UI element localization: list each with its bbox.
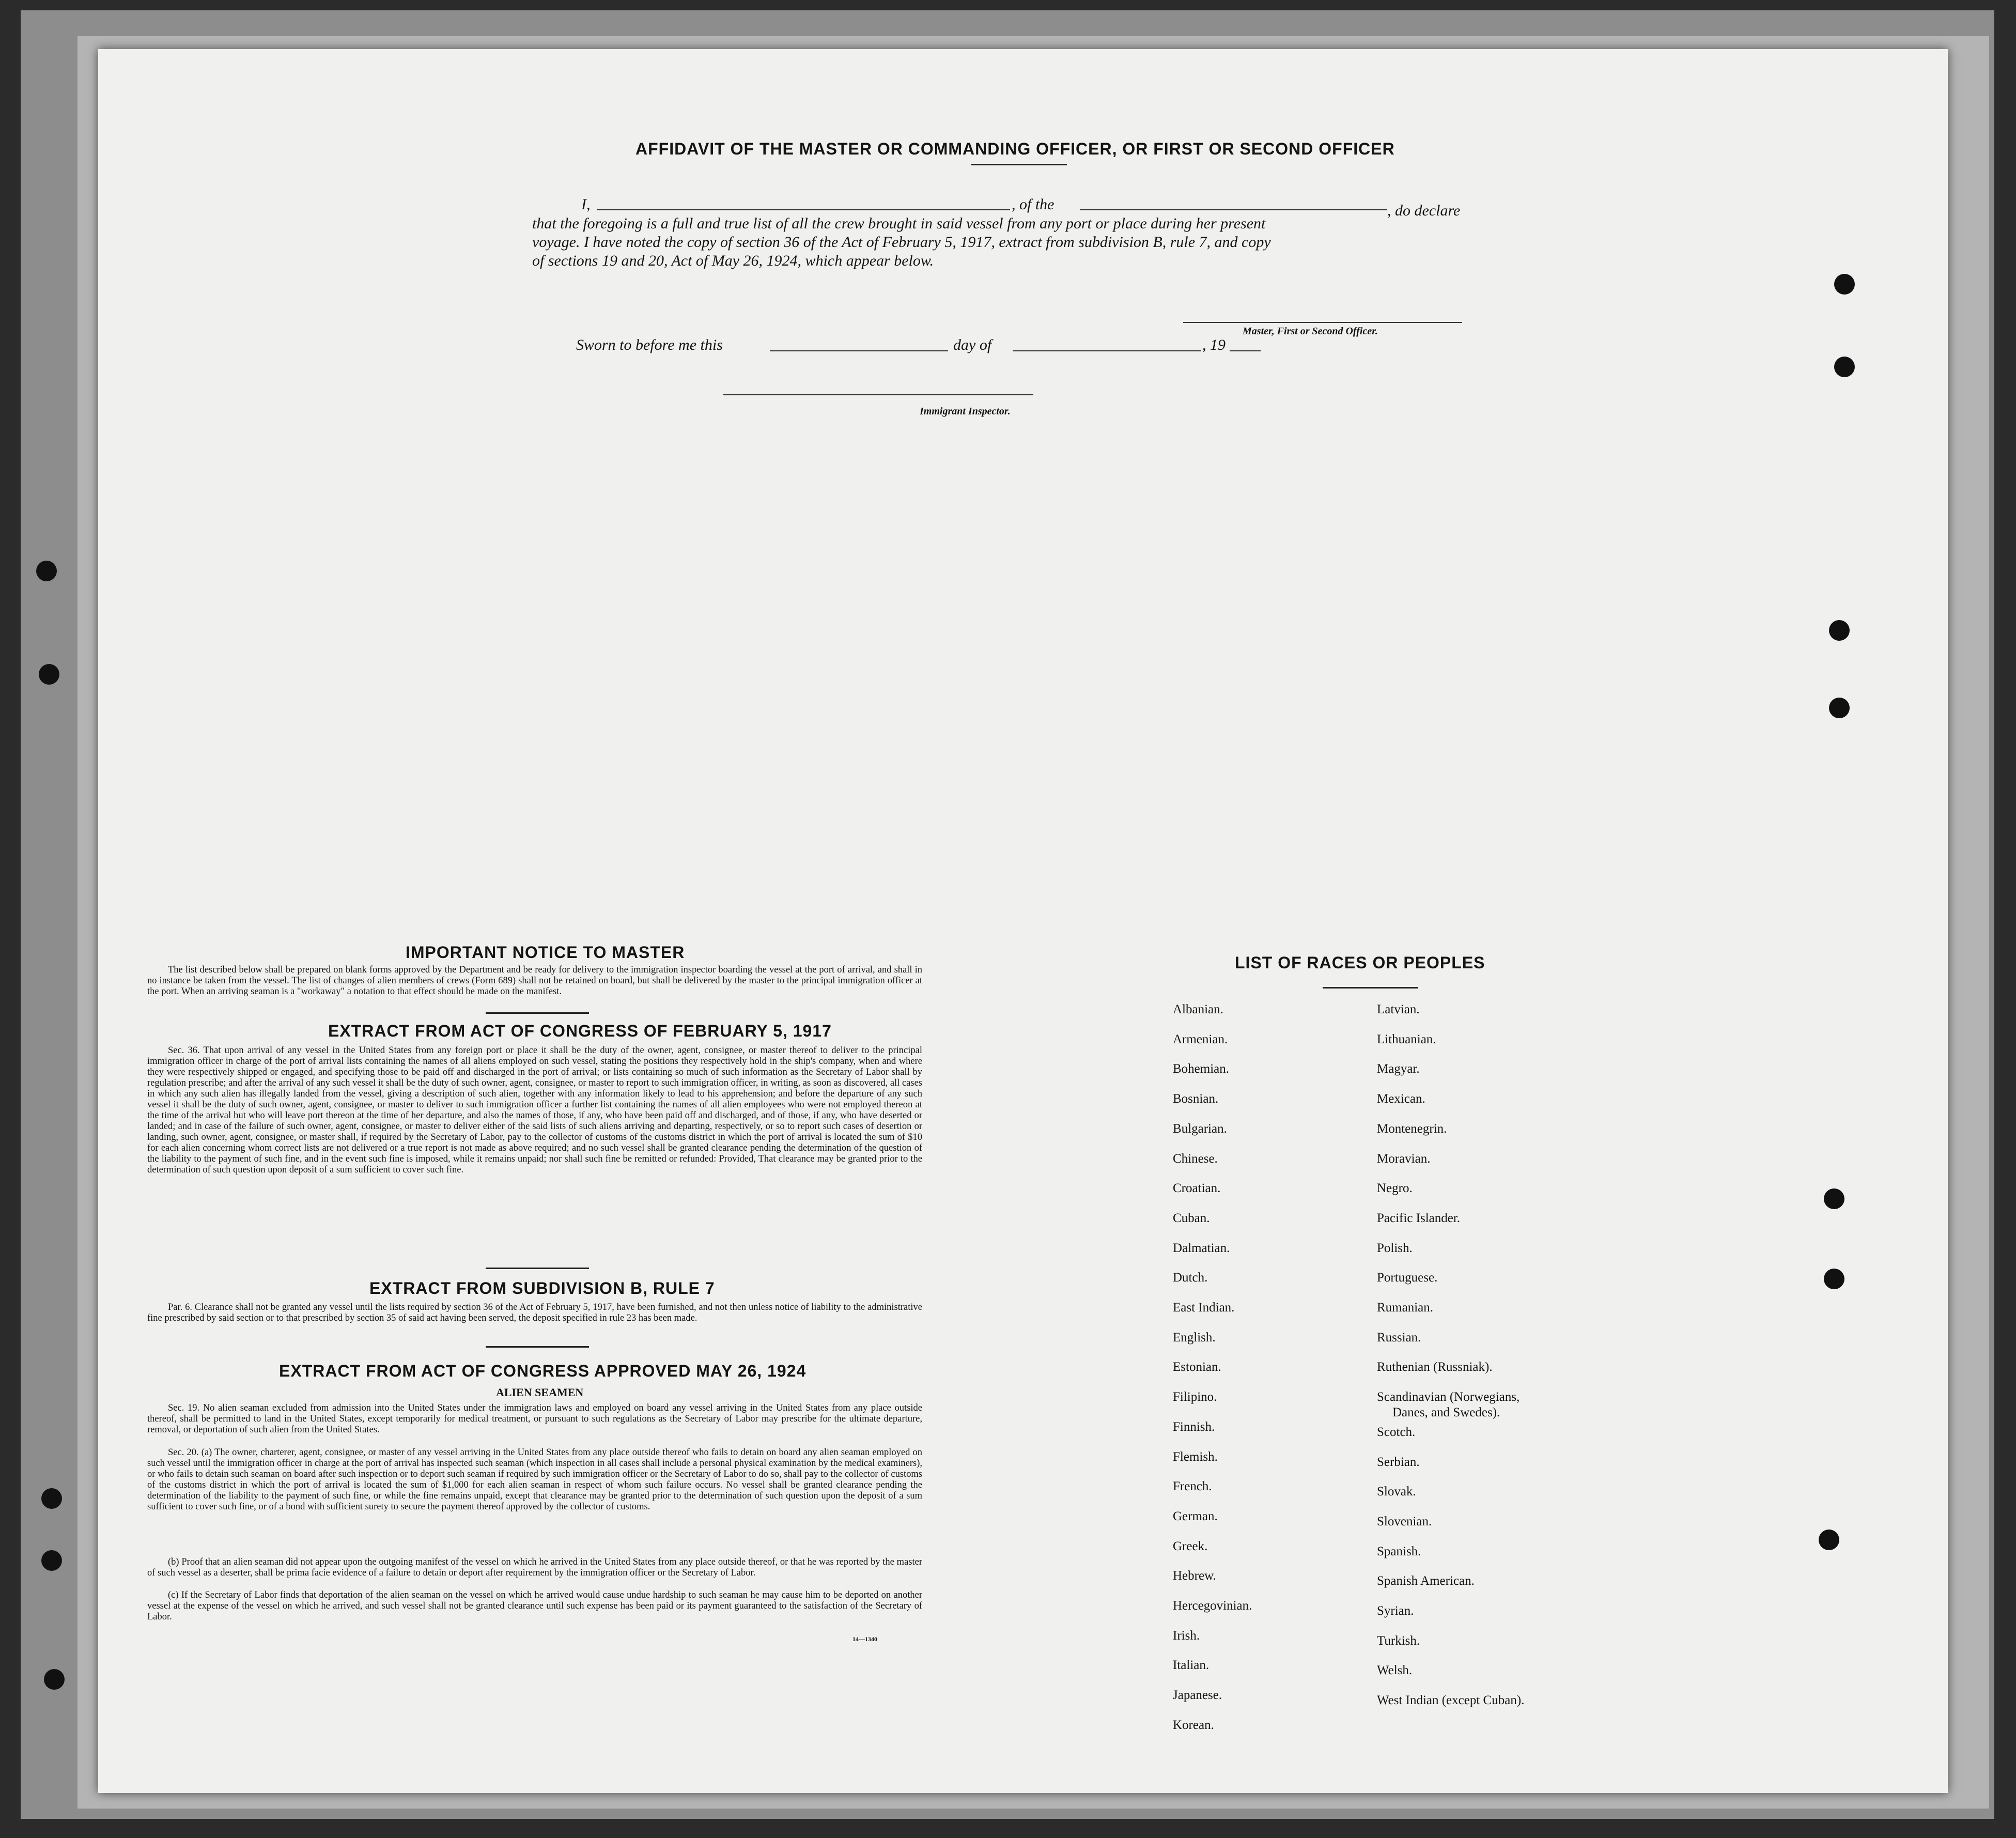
races-underline [1323, 987, 1418, 988]
vessel-blank[interactable] [1080, 209, 1387, 210]
race-item: Russian. [1377, 1330, 1421, 1345]
race-item: Finnish. [1173, 1419, 1215, 1434]
of-the-label: , of the [1012, 196, 1054, 213]
race-item: Bohemian. [1173, 1062, 1230, 1076]
race-item: Polish. [1377, 1241, 1413, 1255]
race-item: Flemish. [1173, 1449, 1218, 1464]
rule7-title: EXTRACT FROM SUBDIVISION B, RULE 7 [369, 1279, 715, 1298]
race-item: Dalmatian. [1173, 1241, 1230, 1255]
race-item: Bulgarian. [1173, 1121, 1227, 1136]
race-item: Mexican. [1377, 1092, 1425, 1106]
inspector-signature-blank[interactable] [723, 394, 1033, 395]
master-label: Master, First or Second Officer. [1243, 326, 1378, 337]
race-item: Danes, and Swedes). [1392, 1405, 1500, 1420]
binder-hole [41, 1488, 62, 1509]
affidavit-line-4: of sections 19 and 20, Act of May 26, 1924, which appear below. [532, 252, 934, 269]
affidavit-underline [971, 164, 1067, 165]
notice-underline [486, 1012, 589, 1014]
race-item: Hercegovinian. [1173, 1599, 1252, 1613]
race-item: Moravian. [1377, 1151, 1431, 1166]
inspector-label: Immigrant Inspector. [920, 406, 1011, 417]
race-item: Ruthenian (Russniak). [1377, 1360, 1493, 1374]
race-item: Filipino. [1173, 1390, 1217, 1404]
affidavit-line-3: voyage. I have noted the copy of section 36 of the Act of February 5, 1917, extract from subdivision B, rule 7, and copy [532, 234, 1271, 251]
race-item: Pacific Islander. [1377, 1211, 1461, 1225]
sworn-day-blank[interactable] [770, 350, 948, 351]
race-item: Scotch. [1377, 1425, 1416, 1439]
race-item: Greek. [1173, 1539, 1208, 1553]
binder-hole [36, 561, 57, 581]
binder-hole [1819, 1530, 1839, 1550]
race-item: Estonian. [1173, 1360, 1221, 1374]
sworn-year-blank[interactable] [1230, 350, 1261, 351]
races-title: LIST OF RACES OR PEOPLES [1235, 953, 1485, 972]
day-of-label: day of [953, 336, 992, 353]
race-item: Montenegrin. [1377, 1121, 1447, 1136]
affidavit-line-2: that the foregoing is a full and true list of all the crew brought in said vessel from any port or place during her present [532, 215, 1266, 232]
binder-hole [1834, 357, 1855, 377]
race-item: Magyar. [1377, 1062, 1420, 1076]
race-item: Japanese. [1173, 1688, 1222, 1703]
race-item: Spanish. [1377, 1544, 1421, 1558]
race-item: Bosnian. [1173, 1092, 1219, 1106]
notice-body: The list described below shall be prepared on blank forms approved by the Department and be ready for delivery to the immigration inspector boarding the vessel at the port of arrival, and shall in no instance be taken from the vessel. The list of changes of alien members of crews (Form 689) shall not be retained on board, but shall be delivered by the master to the principal immigration officer at the port. When an arriving seaman is a "workaway" a notation to that effect should be made on the manifest. [147, 965, 922, 997]
race-item: English. [1173, 1330, 1216, 1345]
race-item: Portuguese. [1377, 1271, 1438, 1285]
binder-hole [44, 1669, 65, 1690]
extract-1924-title: EXTRACT FROM ACT OF CONGRESS APPROVED MAY 26, 1924 [279, 1362, 807, 1380]
race-item: Slovenian. [1377, 1514, 1432, 1528]
name-blank[interactable] [597, 209, 1010, 210]
notice-title: IMPORTANT NOTICE TO MASTER [406, 943, 685, 962]
form-number: 14—1340 [852, 1635, 877, 1643]
race-item: Welsh. [1377, 1663, 1413, 1678]
master-signature-blank[interactable] [1183, 322, 1462, 323]
manifest-page [98, 49, 1948, 1793]
extract-1917-title: EXTRACT FROM ACT OF CONGRESS OF FEBRUARY 5, 1917 [328, 1022, 832, 1040]
race-item: Slovak. [1377, 1485, 1416, 1499]
race-item: Cuban. [1173, 1211, 1210, 1225]
race-item: Scandinavian (Norwegians, [1377, 1390, 1520, 1404]
affidavit-title: AFFIDAVIT OF THE MASTER OR COMMANDING OFFICER, OR FIRST OR SECOND OFFICER [635, 140, 1395, 158]
binder-hole [1824, 1269, 1844, 1289]
race-item: Korean. [1173, 1718, 1214, 1732]
race-item: Syrian. [1377, 1604, 1414, 1618]
race-item: Turkish. [1377, 1633, 1420, 1648]
race-item: Dutch. [1173, 1271, 1208, 1285]
race-item: Armenian. [1173, 1032, 1228, 1046]
race-item: Albanian. [1173, 1002, 1223, 1016]
race-item: Hebrew. [1173, 1569, 1216, 1583]
race-item: Latvian. [1377, 1002, 1420, 1016]
sec19-body: Sec. 19. No alien seaman excluded from admission into the United States under the immigration laws and employed on board any vessel arriving in the United States from any place outside thereof, shall be permitted to land in the United States, except temporarily for medical treatment, or pursuant to such regulations as the Secretary of Labor may prescribe for the ultimate departure, removal, or deportation of such alien from the United States. [147, 1403, 922, 1435]
binder-hole [1829, 620, 1850, 641]
race-item: Chinese. [1173, 1151, 1218, 1166]
sworn-month-blank[interactable] [1013, 350, 1201, 351]
race-item: Serbian. [1377, 1455, 1420, 1469]
race-item: Negro. [1377, 1181, 1413, 1196]
binder-hole [41, 1550, 62, 1571]
race-item: Italian. [1173, 1658, 1209, 1673]
binder-hole [1829, 698, 1850, 718]
year-label: , 19 [1202, 336, 1226, 353]
rule7-body: Par. 6. Clearance shall not be granted any vessel until the lists required by section 36 of the Act of February 5, 1917, have been furnished, and not then unless notice of liability to the administrative fine prescribed by said section or to that prescribed by section 35 of said act having been served, the deposit specified in rule 23 has been made. [147, 1302, 922, 1323]
race-item: French. [1173, 1479, 1212, 1494]
binder-hole [1824, 1188, 1844, 1209]
sec20b-body: (b) Proof that an alien seaman did not appear upon the outgoing manifest of the vessel on which he arrived in the United States from any place outside thereof, or that he was reported by the master of such vessel as a deserter, shall be prima facie evidence of a failure to detain or deport after requirement by the immigration officer or the Secretary of Labor. [147, 1557, 922, 1578]
race-item: Croatian. [1173, 1181, 1221, 1196]
sec20c-body: (c) If the Secretary of Labor finds that deportation of the alien seaman on the vessel on which he arrived would cause undue hardship to such seaman he may cause him to be deported on another vessel at the expense of the vessel on which he arrived, and such vessel shall not be granted clearance until such expense has been paid or its payment guaranteed to the satisfaction of the Secretary of Labor. [147, 1590, 922, 1622]
race-item: Lithuanian. [1377, 1032, 1436, 1046]
rule7-underline [486, 1346, 589, 1348]
race-item: Irish. [1173, 1628, 1200, 1643]
binder-hole [1834, 274, 1855, 295]
race-item: East Indian. [1173, 1301, 1235, 1315]
race-item: Rumanian. [1377, 1301, 1434, 1315]
i-label: I, [581, 196, 591, 213]
bleed-through-text [460, 442, 1665, 505]
race-item: Spanish American. [1377, 1574, 1475, 1588]
race-item: West Indian (except Cuban). [1377, 1693, 1525, 1708]
do-declare-label: , do declare [1387, 202, 1461, 219]
alien-seamen-subtitle: ALIEN SEAMEN [496, 1386, 584, 1399]
extract-1917-underline [486, 1268, 589, 1269]
sworn-label: Sworn to before me this [576, 336, 723, 353]
binder-hole [39, 664, 59, 685]
extract-1917-body: Sec. 36. That upon arrival of any vessel in the United States from any foreign port or place it shall be the duty of the owner, agent, consignee, or master thereof to deliver to the principal immigration officer in charge of the port of arrival lists containing the names of all aliens employed on such vessel, stating the positions they respectively hold in the ship's company, when and where they were respectively shipped or engaged, and specifying those to be paid off and discharged in the port of arrival; or lists containing so much of such information as the Secretary of Labor shall by regulation prescribe; and after the arrival of any such vessel it shall be the duty of such owner, agent, consignee, or master to report to such immigration officer, in writing, as soon as discovered, all cases in which any such alien has illegally landed from the vessel, giving a description of such alien, together with any information likely to lead to his apprehension; and before the departure of any such vessel it shall be the duty of such owner, agent, consignee, or master to deliver to such immigration officer a further list containing the names of all alien employees who were not employed thereon at the time of the arrival but who will leave port thereon at the time of her departure, and also the names of those, if any, who have been paid off and discharged, and of those, if any, who have deserted or landed; and in case of the failure of such owner, agent, consignee, or master to deliver either of the said lists of such aliens arriving and departing, respectively, or so to report such cases of desertion or landing, such owner, agent, consignee, or master shall, if required by the Secretary of Labor, pay to the collector of customs of the customs district in which the port of arrival is located the sum of $10 for each alien concerning whom correct lists are not delivered or a true report is not made as above required; and no such vessel shall be granted clearance pending the determination of the question of the liability to the payment of such fine, and in the event such fine is imposed, while it remains unpaid; nor shall such fine be remitted or refunded: Provided, That clearance may be granted prior to the determination of such question upon deposit of a sum sufficient to cover such fine. [147, 1045, 922, 1175]
sec20a-body: Sec. 20. (a) The owner, charterer, agent, consignee, or master of any vessel arriving in the United States from any place outside thereof who fails to detain on board any alien seaman employed on such vessel until the immigration officer in charge at the port of arrival has inspected such seaman (which inspection in all cases shall include a personal physical examination by the medical examiners), or who fails to detain such seaman on board after such inspection or to deport such seaman if required by such immigration officer or the Secretary of Labor to do so, shall pay to the collector of customs of the customs district in which the port of arrival is located the sum of $1,000 for each alien seaman in respect of whom such failure occurs. No vessel shall be granted clearance pending the determination of the liability to the payment of such fine, or while the fine remains unpaid, except that clearance may be granted prior to the determination of such question upon the deposit of a sum sufficient to cover such fine, or of a bond with sufficient surety to secure the payment thereof approved by the collector of customs. [147, 1447, 922, 1512]
race-item: German. [1173, 1509, 1218, 1523]
